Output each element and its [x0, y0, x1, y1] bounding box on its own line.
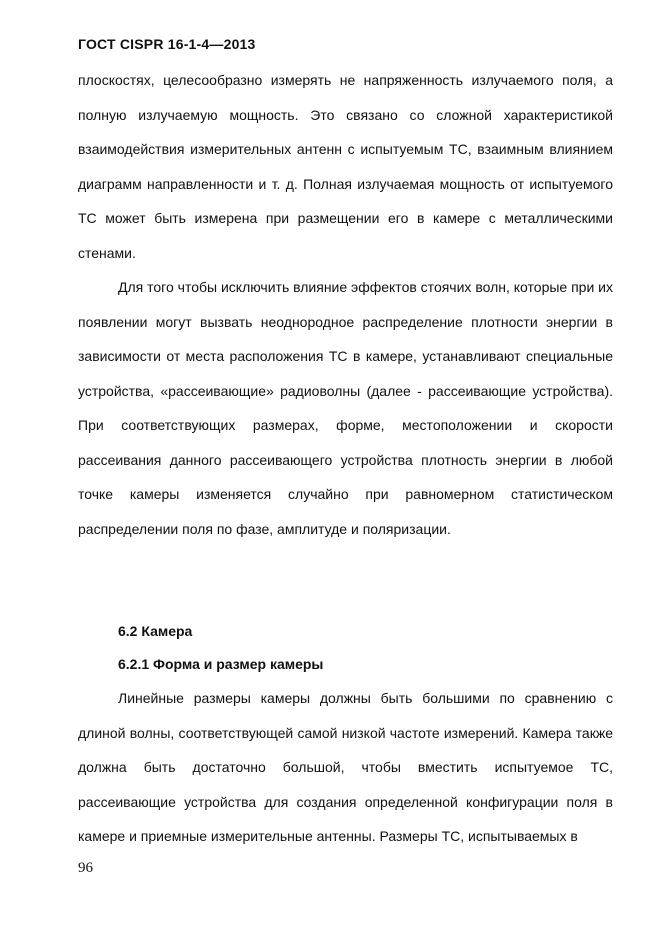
paragraph-chamber-size: [78, 681, 613, 854]
paragraph-text: Линейные размеры камеры должны быть большими по сравнению с длиной волны, соответствующей самой низкой частоте измерений. Камера также должна быть достаточно большой, чтобы вместить испытуемое ТС, рассеивающие устройства для создания определенной конфигурации поля в камере и приемные измерительные антенны. Размеры ТС, испытываемых в: [78, 690, 613, 844]
paragraph-standing-waves: [78, 270, 613, 546]
section-heading: 6.2 Камера: [118, 623, 193, 639]
paragraph-text: Для того чтобы исключить влияние эффектов стоячих волн, которые при их появлении могут вызвать неоднородное распределение плотности энергии в зависимости от места расположения ТС в камере, устанавливают специальные устройства, «рассеивающие» радиоволны (далее - рассеивающие устройства). При соответствующих размерах, форме, местоположении и скорости рассеивания данного рассеивающего устройства плотность энергии в любой точке камеры изменяется случайно при равномерном статистическом распределении поля по фазе, амплитуде и поляризации.: [78, 279, 613, 537]
paragraph-continuation: [78, 63, 613, 270]
document-header: ГОСТ CISPR 16-1-4—2013: [78, 36, 256, 52]
page-number: 96: [78, 860, 93, 876]
subsection-heading: 6.2.1 Форма и размер камеры: [118, 656, 324, 672]
paragraph-text: плоскостях, целесообразно измерять не напряженность излучаемого поля, а полную излучаемую мощность. Это связано со сложной характеристикой взаимодействия измерительных антенн с испытуемым ТС, взаимным влиянием диаграмм направленности и т. д. Полная излучаемая мощность от испытуемого ТС может быть измерена при размещении его в камере с металлическими стенами.: [78, 72, 613, 261]
